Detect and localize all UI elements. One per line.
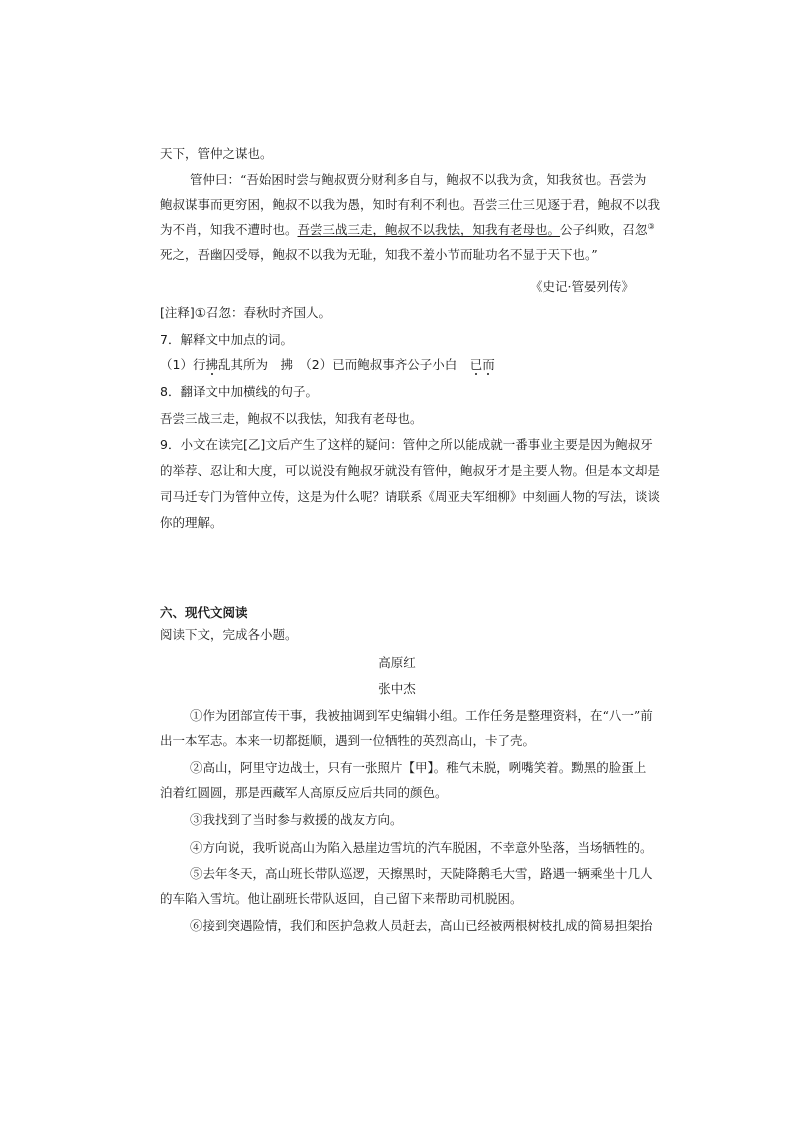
q7-text: （2）已而鲍叔事齐公子小白	[293, 357, 470, 372]
passage-line: 鲍叔谋事而更穷困，鲍叔不以我为愚，知时有利不利也。吾尝三仕三见逐于君，鲍叔不以我	[160, 197, 661, 212]
question-9-line: 的举荐、忍让和大度，可以说没有鲍叔牙就没有管仲，鲍叔牙才是主要人物。但是本文却是	[160, 463, 661, 478]
question-9-line: 你的理解。	[160, 515, 223, 530]
article-title: 高原红	[378, 655, 416, 670]
passage-line	[160, 221, 655, 238]
question-9-line: 司马迁专门为管仲立传，这是为什么呢？请联系《周亚夫军细柳》中刻画人物的写法，谈谈	[160, 489, 661, 504]
question-8-sentence: 吾尝三战三走，鲍叔不以我怯，知我有老母也。	[160, 411, 423, 426]
question-8-title: 8．翻译文中加横线的句子。	[160, 384, 318, 399]
article-line: ③我找到了当时参与救援的战友方向。	[190, 812, 403, 827]
article-line: ⑥接到突遇险情，我们和医护急救人员赶去，高山已经被两根树枝扎成的简易担架抬	[190, 918, 653, 933]
q7-text: （1）行	[160, 357, 206, 372]
annotation: [注释]①召忽：春秋时齐国人。	[160, 305, 331, 320]
section-title: 六、现代文阅读	[160, 605, 248, 620]
article-author: 张中杰	[378, 681, 416, 696]
footnote-marker: ③	[647, 221, 655, 231]
question-7-items	[160, 357, 636, 373]
q7-word: 拂	[280, 357, 293, 372]
passage-line: 管仲曰：“吾始困时尝与鲍叔贾分财利多自与，鲍叔不以我为贪，知我贫也。吾尝为	[190, 172, 647, 187]
dotted-word: 而	[482, 357, 495, 372]
passage-source: 《史记·管晏列传》	[530, 279, 634, 294]
question-7-title: 7．解释文中加点的词。	[160, 332, 293, 347]
dotted-word: 拂	[205, 357, 218, 372]
article-line: ①作为团部宣传干事，我被抽调到军史编辑小组。工作任务是整理资料，在“八一”前	[190, 708, 653, 723]
passage-line: 死之，吾幽囚受辱，鲍叔不以我为无耻，知我不羞小节而耻功名不显于天下也。”	[160, 247, 598, 262]
article-line: ⑤去年冬天，高山班长带队巡逻，天擦黑时，天陡降鹅毛大雪，路遇一辆乘坐十几人	[190, 866, 653, 881]
passage-text: 公子纠败，召忽	[560, 222, 648, 237]
q7-text: 乱其所为	[217, 357, 281, 372]
underlined-sentence: 吾尝三战三走，鲍叔不以我怯，知我有老母也。	[297, 222, 561, 237]
article-line: 出一本军志。本来一切都挺顺，遇到一位牺牲的英烈高山，卡了壳。	[160, 733, 536, 748]
article-line: ④方向说，我听说高山为陷入悬崖边雪坑的汽车脱困，不幸意外坠落，当场牺牲的。	[190, 840, 653, 855]
question-9-line: 9．小文在读完[乙]文后产生了这样的疑问：管仲之所以能成就一番事业主要是因为鲍叔牙	[160, 437, 653, 452]
article-line: 的车陷入雪坑。他让副班长带队返回，自己留下来帮助司机脱困。	[160, 891, 523, 906]
dotted-word: 已	[469, 357, 483, 372]
passage-line: 天下，管仲之谋也。	[160, 146, 273, 161]
article-line: ②高山，阿里守边战士，只有一张照片【甲】。稚气未脱，咧嘴笑着。黝黑的脸蛋上	[190, 760, 647, 775]
section-instruction: 阅读下文，完成各小题。	[160, 627, 298, 642]
article-line: 泊着红圆圆，那是西藏军人高原反应后共同的颜色。	[160, 785, 448, 800]
passage-text: 为不肖，知我不遭时也。	[160, 222, 298, 237]
